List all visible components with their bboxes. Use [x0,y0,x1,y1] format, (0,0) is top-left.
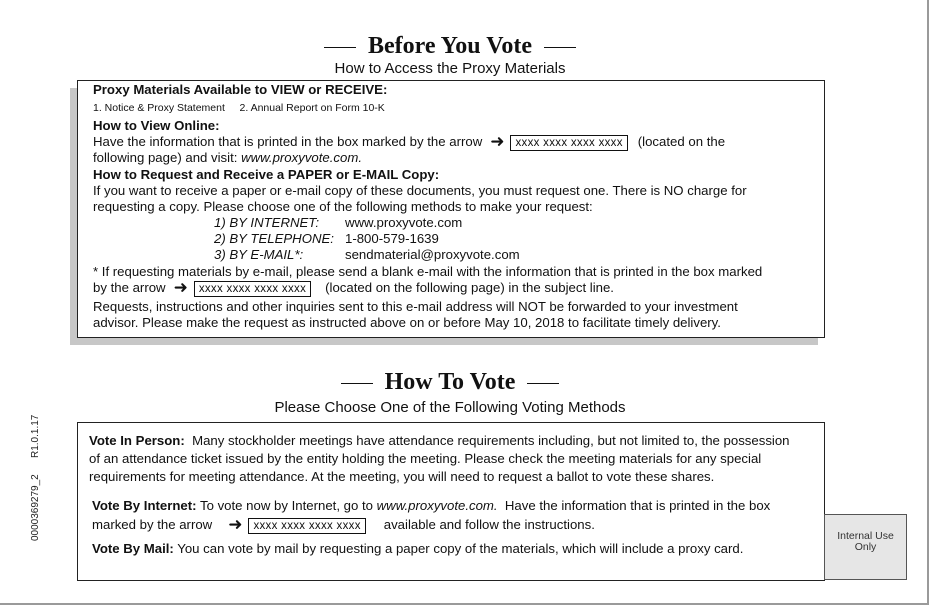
mail-label: Vote By Mail: [92,541,174,556]
internal-use-box [824,514,907,580]
internet-text-1a: To vote now by Internet, go to [196,498,377,513]
proxyvote-link[interactable]: www.proxyvote.com. [241,150,362,165]
note-line-2 [93,280,614,297]
side-code-version: R1.0.1.17 [30,414,41,458]
internet-line-1 [92,498,770,514]
title-dash-left [341,383,373,384]
method-label-internet: 1) BY INTERNET: [214,215,320,230]
control-number-box: xxxx xxxx xxxx xxxx [248,518,365,534]
before-title: Before You Vote [368,33,532,59]
side-code-job: 0000369279_2 [30,474,41,541]
arrow-icon: ➜ [490,132,505,151]
title-dash-right [544,47,576,48]
how-title-row [0,369,900,396]
request-heading: How to Request and Receive a PAPER or E-MAIL Copy: [93,167,440,182]
view-text-1b: (located on the [637,134,726,149]
mail-text: You can vote by mail by requesting a paper copy of the materials, which will include a proxy card. [173,541,744,556]
control-number-box: xxxx xxxx xxxx xxxx [510,135,627,151]
in-person-line-1 [89,433,790,449]
before-title-row [0,33,900,60]
note-line-4: advisor. Please make the request as instructed above on or before May 10, 2018 to facilitate timely delivery. [93,315,721,330]
how-subtitle: Please Choose One of the Following Voting Methods [274,399,626,416]
method-label-telephone: 2) BY TELEPHONE: [214,231,334,246]
method-label-email: 3) BY E-MAIL*: [214,247,304,262]
request-text-2: requesting a copy. Please choose one of the following methods to make your request: [93,199,593,214]
in-person-label: Vote In Person: [89,433,185,448]
internet-text-2b: available and follow the instructions. [383,517,595,532]
proxyvote-link[interactable]: www.proxyvote.com. [376,498,498,513]
view-text-2a: following page) and visit: [93,150,242,165]
internet-text-2a: marked by the arrow [92,517,213,532]
how-title: How To Vote [384,369,516,395]
note-line-1: * If requesting materials by e-mail, please send a blank e-mail with the information that is printed in the box marked [93,264,763,279]
request-text-1: If you want to receive a paper or e-mail copy of these documents, you must request one. There is NO charge for [93,183,747,198]
internet-label: Vote By Internet: [92,498,197,513]
internet-text-1c: Have the information that is printed in the box [497,498,771,513]
mail-line [92,541,743,557]
before-subtitle: How to Access the Proxy Materials [334,60,566,77]
arrow-icon: ➜ [173,278,188,297]
in-person-text-1: Many stockholder meetings have attendance requirements including, but not limited to, the possession [184,433,790,448]
internal-use-label: Internal Use Only [837,530,894,553]
view-text-1a: Have the information that is printed in the box marked by the arrow [93,134,483,149]
title-dash-right [527,383,559,384]
in-person-line-3: requirements for meeting attendance. At the meeting, you will need to request a ballot to vote these shares. [89,469,715,484]
note-text-2b: (located on the following page) in the subject line. [325,280,614,295]
in-person-line-2: of an attendance ticket issued by the entity holding the meeting. Please check the meeting materials for any special [89,451,762,466]
materials-heading: Proxy Materials Available to VIEW or RECEIVE: [93,82,388,97]
title-dash-left [324,47,356,48]
materials-list: 1. Notice & Proxy Statement 2. Annual Report on Form 10-K [93,102,385,114]
view-heading: How to View Online: [93,118,220,133]
note-line-3: Requests, instructions and other inquiries sent to this e-mail address will NOT be forwarded to your investment [93,299,738,314]
voting-methods-box [77,422,825,581]
method-value-telephone[interactable]: 1-800-579-1639 [345,231,439,246]
view-line-1 [93,134,725,151]
control-number-box: xxxx xxxx xxxx xxxx [194,281,311,297]
note-text-2a: by the arrow [93,280,166,295]
view-line-2 [93,150,362,166]
proxy-materials-box [77,80,825,338]
method-value-internet[interactable]: www.proxyvote.com [345,215,463,230]
arrow-icon: ➜ [228,515,243,534]
internet-line-2 [92,517,595,534]
method-value-email[interactable]: sendmaterial@proxyvote.com [345,247,520,262]
